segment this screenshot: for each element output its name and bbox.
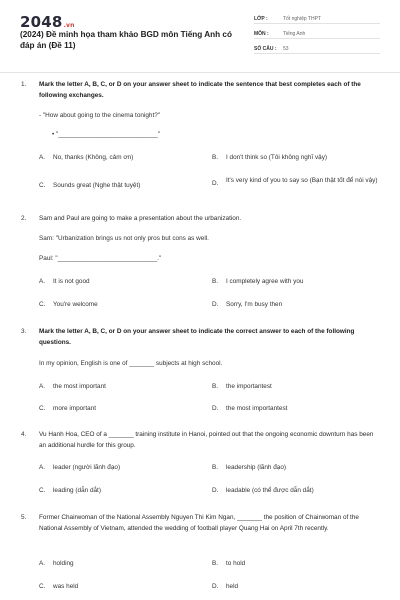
question-number: 1. — [21, 81, 27, 88]
option-text: holding — [53, 560, 74, 567]
option-letter: D. — [212, 487, 219, 494]
option-letter: B. — [212, 154, 219, 161]
question-prompt: - "How about going to the cinema tonight?" — [39, 112, 161, 119]
option-text: It is not good — [53, 278, 90, 285]
option-d[interactable] — [212, 486, 314, 497]
option-c[interactable] — [39, 181, 140, 192]
option-a[interactable] — [39, 559, 74, 570]
option-a[interactable] — [39, 463, 120, 474]
meta-value: Tốt nghiệp THPT — [283, 16, 321, 22]
option-d[interactable] — [212, 176, 382, 186]
option-text: was held — [53, 583, 79, 590]
option-c[interactable] — [39, 300, 98, 311]
document-header — [0, 0, 400, 70]
option-d[interactable] — [212, 300, 282, 311]
option-letter: D. — [212, 583, 219, 590]
option-c[interactable] — [39, 404, 96, 415]
option-text: It's very kind of you to say so (Bạn thật tốt để nói vậy) — [226, 177, 378, 184]
question-number: 5. — [21, 514, 27, 521]
meta-label: LỚP : — [254, 16, 268, 22]
logo-text: 2048 — [20, 13, 63, 31]
logo-ext: .vn — [63, 22, 75, 29]
option-b[interactable] — [212, 153, 327, 164]
option-text: more important — [53, 405, 96, 412]
option-text: held — [226, 583, 239, 590]
question-number: 2. — [21, 215, 27, 222]
option-text: leadership (lãnh đạo) — [226, 464, 287, 471]
site-logo[interactable] — [20, 13, 75, 31]
option-letter: D. — [212, 405, 219, 412]
option-letter: C. — [39, 405, 46, 412]
option-c[interactable] — [39, 486, 101, 497]
option-letter: A. — [39, 154, 46, 161]
option-letter: C. — [39, 301, 46, 308]
option-letter: B. — [212, 560, 219, 567]
option-b[interactable] — [212, 463, 286, 474]
option-letter: D. — [212, 180, 219, 187]
question-text: Former Chairwoman of the National Assembly Nguyen Thi Kim Ngan, _______ the position of Chairwoman of the National Assembly of Vietnam, attended the wedding of football player Quang Hai on April 7th recently. — [39, 514, 359, 532]
question-text: Vu Hanh Hoa, CEO of a _______ training institute in Hanoi, pointed out that the ongoing economic downturn has been an additional hurdle for this group. — [39, 431, 374, 449]
option-text: Sorry, I'm busy then — [226, 301, 283, 308]
option-letter: B. — [212, 278, 219, 285]
question-line: Paul: "____________________________." — [39, 255, 162, 262]
option-b[interactable] — [212, 559, 245, 570]
option-c[interactable] — [39, 582, 78, 593]
option-text: You're welcome — [53, 301, 98, 308]
option-text: I completely agree with you — [226, 278, 304, 285]
meta-value: Tiếng Anh — [283, 31, 306, 37]
option-text: leader (người lãnh đạo) — [53, 464, 121, 471]
option-letter: C. — [39, 182, 46, 189]
question-number: 4. — [21, 431, 27, 438]
option-letter: C. — [39, 487, 46, 494]
option-a[interactable] — [39, 382, 106, 393]
question-line: Sam: "Urbanization brings us not only pros but cons as well. — [39, 235, 209, 242]
option-d[interactable] — [212, 404, 287, 415]
meta-label: SỐ CÂU : — [254, 46, 277, 52]
option-letter: C. — [39, 583, 46, 590]
option-letter: A. — [39, 383, 46, 390]
option-text: Sounds great (Nghe thật tuyệt) — [53, 182, 141, 189]
option-text: leading (dẫn dắt) — [53, 487, 101, 494]
meta-value: 53 — [283, 46, 289, 52]
option-text: the importantest — [226, 383, 272, 390]
question-text: Sam and Paul are going to make a presentation about the urbanization. — [39, 215, 242, 222]
option-letter: B. — [212, 383, 219, 390]
option-letter: B. — [212, 464, 219, 471]
option-letter: A. — [39, 560, 46, 567]
option-letter: A. — [39, 464, 46, 471]
option-b[interactable] — [212, 277, 303, 288]
option-text: I don't think so (Tôi không nghĩ vậy) — [226, 154, 328, 161]
option-letter: D. — [212, 301, 219, 308]
option-text: No, thanks (Không, cảm ơn) — [53, 154, 134, 161]
question-number: 3. — [21, 328, 27, 335]
meta-row-class — [254, 14, 380, 24]
question-instruction: Mark the letter A, B, C, or D on your answer sheet to indicate the correct answer to each of the following questions. — [39, 328, 355, 346]
option-text: to hold — [226, 560, 246, 567]
header-divider — [0, 72, 400, 73]
option-d[interactable] — [212, 582, 238, 593]
page-title: (2024) Đề minh họa tham khảo BGD môn Tiếng Anh có đáp án (Đề 11) — [20, 30, 232, 50]
option-text: the most important — [53, 383, 106, 390]
option-text: leadable (có thể được dẫn dắt) — [226, 487, 314, 494]
option-b[interactable] — [212, 382, 272, 393]
meta-label: MÔN : — [254, 31, 269, 37]
option-a[interactable] — [39, 153, 133, 164]
answer-blank: • "____________________________" — [52, 131, 161, 138]
meta-row-count — [254, 44, 380, 54]
option-letter: A. — [39, 278, 46, 285]
question-line: In my opinion, English is one of _______ subjects at high school. — [39, 360, 223, 367]
option-a[interactable] — [39, 277, 90, 288]
question-instruction: Mark the letter A, B, C, or D on your answer sheet to indicate the sentence that best completes each of the following exchanges. — [39, 81, 361, 99]
meta-row-subject — [254, 29, 380, 39]
option-text: the most importantest — [226, 405, 288, 412]
